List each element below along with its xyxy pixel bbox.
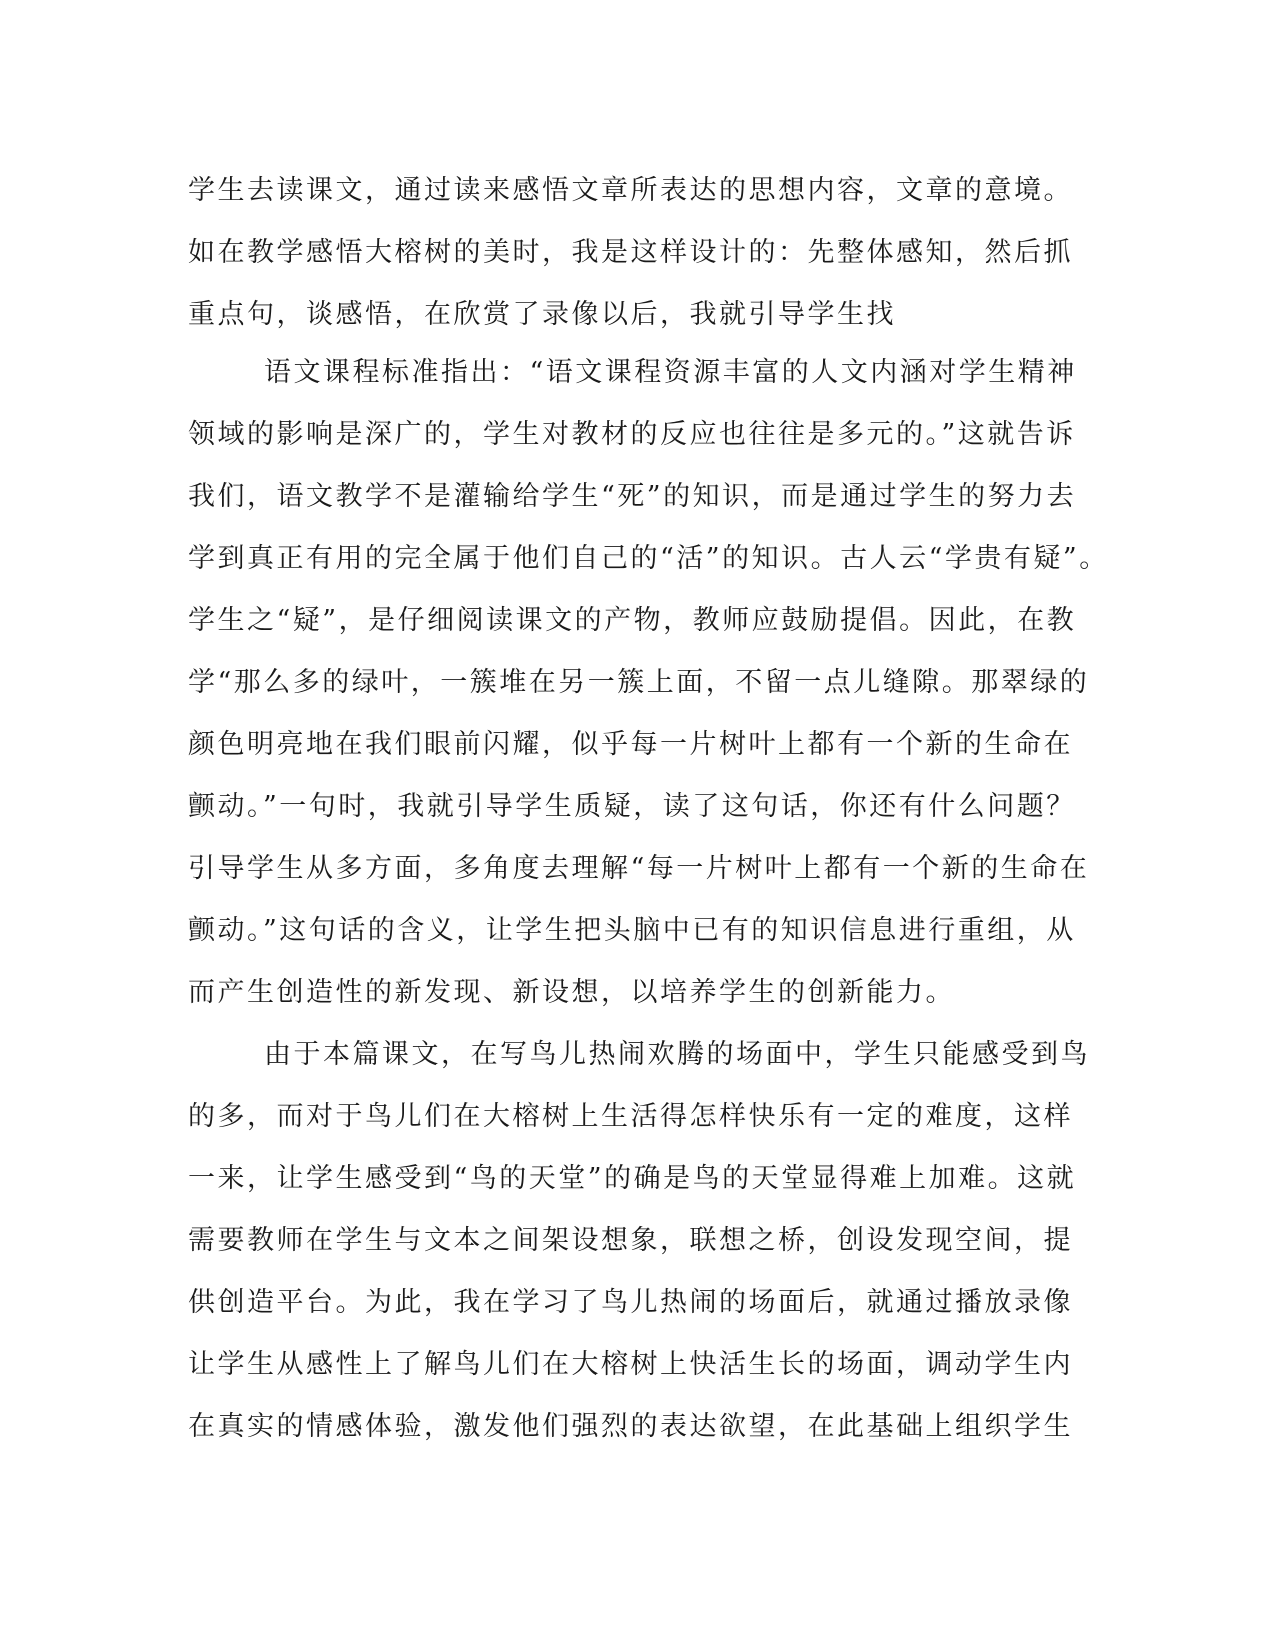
- text-line: 重点句，谈感悟，在欣赏了录像以后，我就引导学生找: [188, 299, 896, 330]
- text-line: 在真实的情感体验，激发他们强烈的表达欲望，在此基础上组织学生: [188, 1411, 1073, 1442]
- text-line: 学生去读课文，通过读来感悟文章所表达的思想内容，文章的意境。: [188, 175, 1073, 206]
- text-line: 如在教学感悟大榕树的美时，我是这样设计的：先整体感知，然后抓: [188, 237, 1073, 268]
- text-line: 供创造平台。为此，我在学习了鸟儿热闹的场面后，就通过播放录像: [188, 1287, 1073, 1318]
- text-line: 我们，语文教学不是灌输给学生“死”的知识，而是通过学生的努力去: [188, 481, 1077, 512]
- text-line: 需要教师在学生与文本之间架设想象，联想之桥，创设发现空间，提: [188, 1225, 1073, 1256]
- text-line: 而产生创造性的新发现、新设想，以培养学生的创新能力。: [188, 977, 955, 1008]
- text-line: 学“那么多的绿叶，一簇堆在另一簇上面，不留一点儿缝隙。那翠绿的: [188, 667, 1090, 698]
- text-line: 颤动。”这句话的含义，让学生把头脑中已有的知识信息进行重组，从: [188, 915, 1076, 946]
- paragraph-3: [188, 1024, 1090, 1458]
- text-line: 的多，而对于鸟儿们在大榕树上生活得怎样快乐有一定的难度，这样: [188, 1101, 1073, 1132]
- text-line: 由于本篇课文，在写鸟儿热闹欢腾的场面中，学生只能感受到鸟: [264, 1039, 1090, 1070]
- text-line: 让学生从感性上了解鸟儿们在大榕树上快活生长的场面，调动学生内: [188, 1349, 1073, 1380]
- text-line: 颜色明亮地在我们眼前闪耀，似乎每一片树叶上都有一个新的生命在: [188, 729, 1073, 760]
- text-line: 一来，让学生感受到“鸟的天堂”的确是鸟的天堂显得难上加难。这就: [188, 1163, 1077, 1194]
- text-line: 引导学生从多方面，多角度去理解“每一片树叶上都有一个新的生命在: [188, 853, 1090, 884]
- text-line: 学到真正有用的完全属于他们自己的“活”的知识。古人云“学贵有疑”。: [188, 543, 1109, 574]
- text-line: 颤动。”一句时，我就引导学生质疑，读了这句话，你还有什么问题？: [188, 791, 1076, 822]
- text-line: 学生之“疑”，是仔细阅读课文的产物，教师应鼓励提倡。因此，在教: [188, 605, 1077, 636]
- text-line: 领域的影响是深广的，学生对教材的反应也往往是多元的。”这就告诉: [188, 419, 1076, 450]
- paragraph-1: [188, 160, 1078, 346]
- paragraph-2: [188, 342, 1109, 1024]
- text-line: 语文课程标准指出：“语文课程资源丰富的人文内涵对学生精神: [264, 357, 1077, 388]
